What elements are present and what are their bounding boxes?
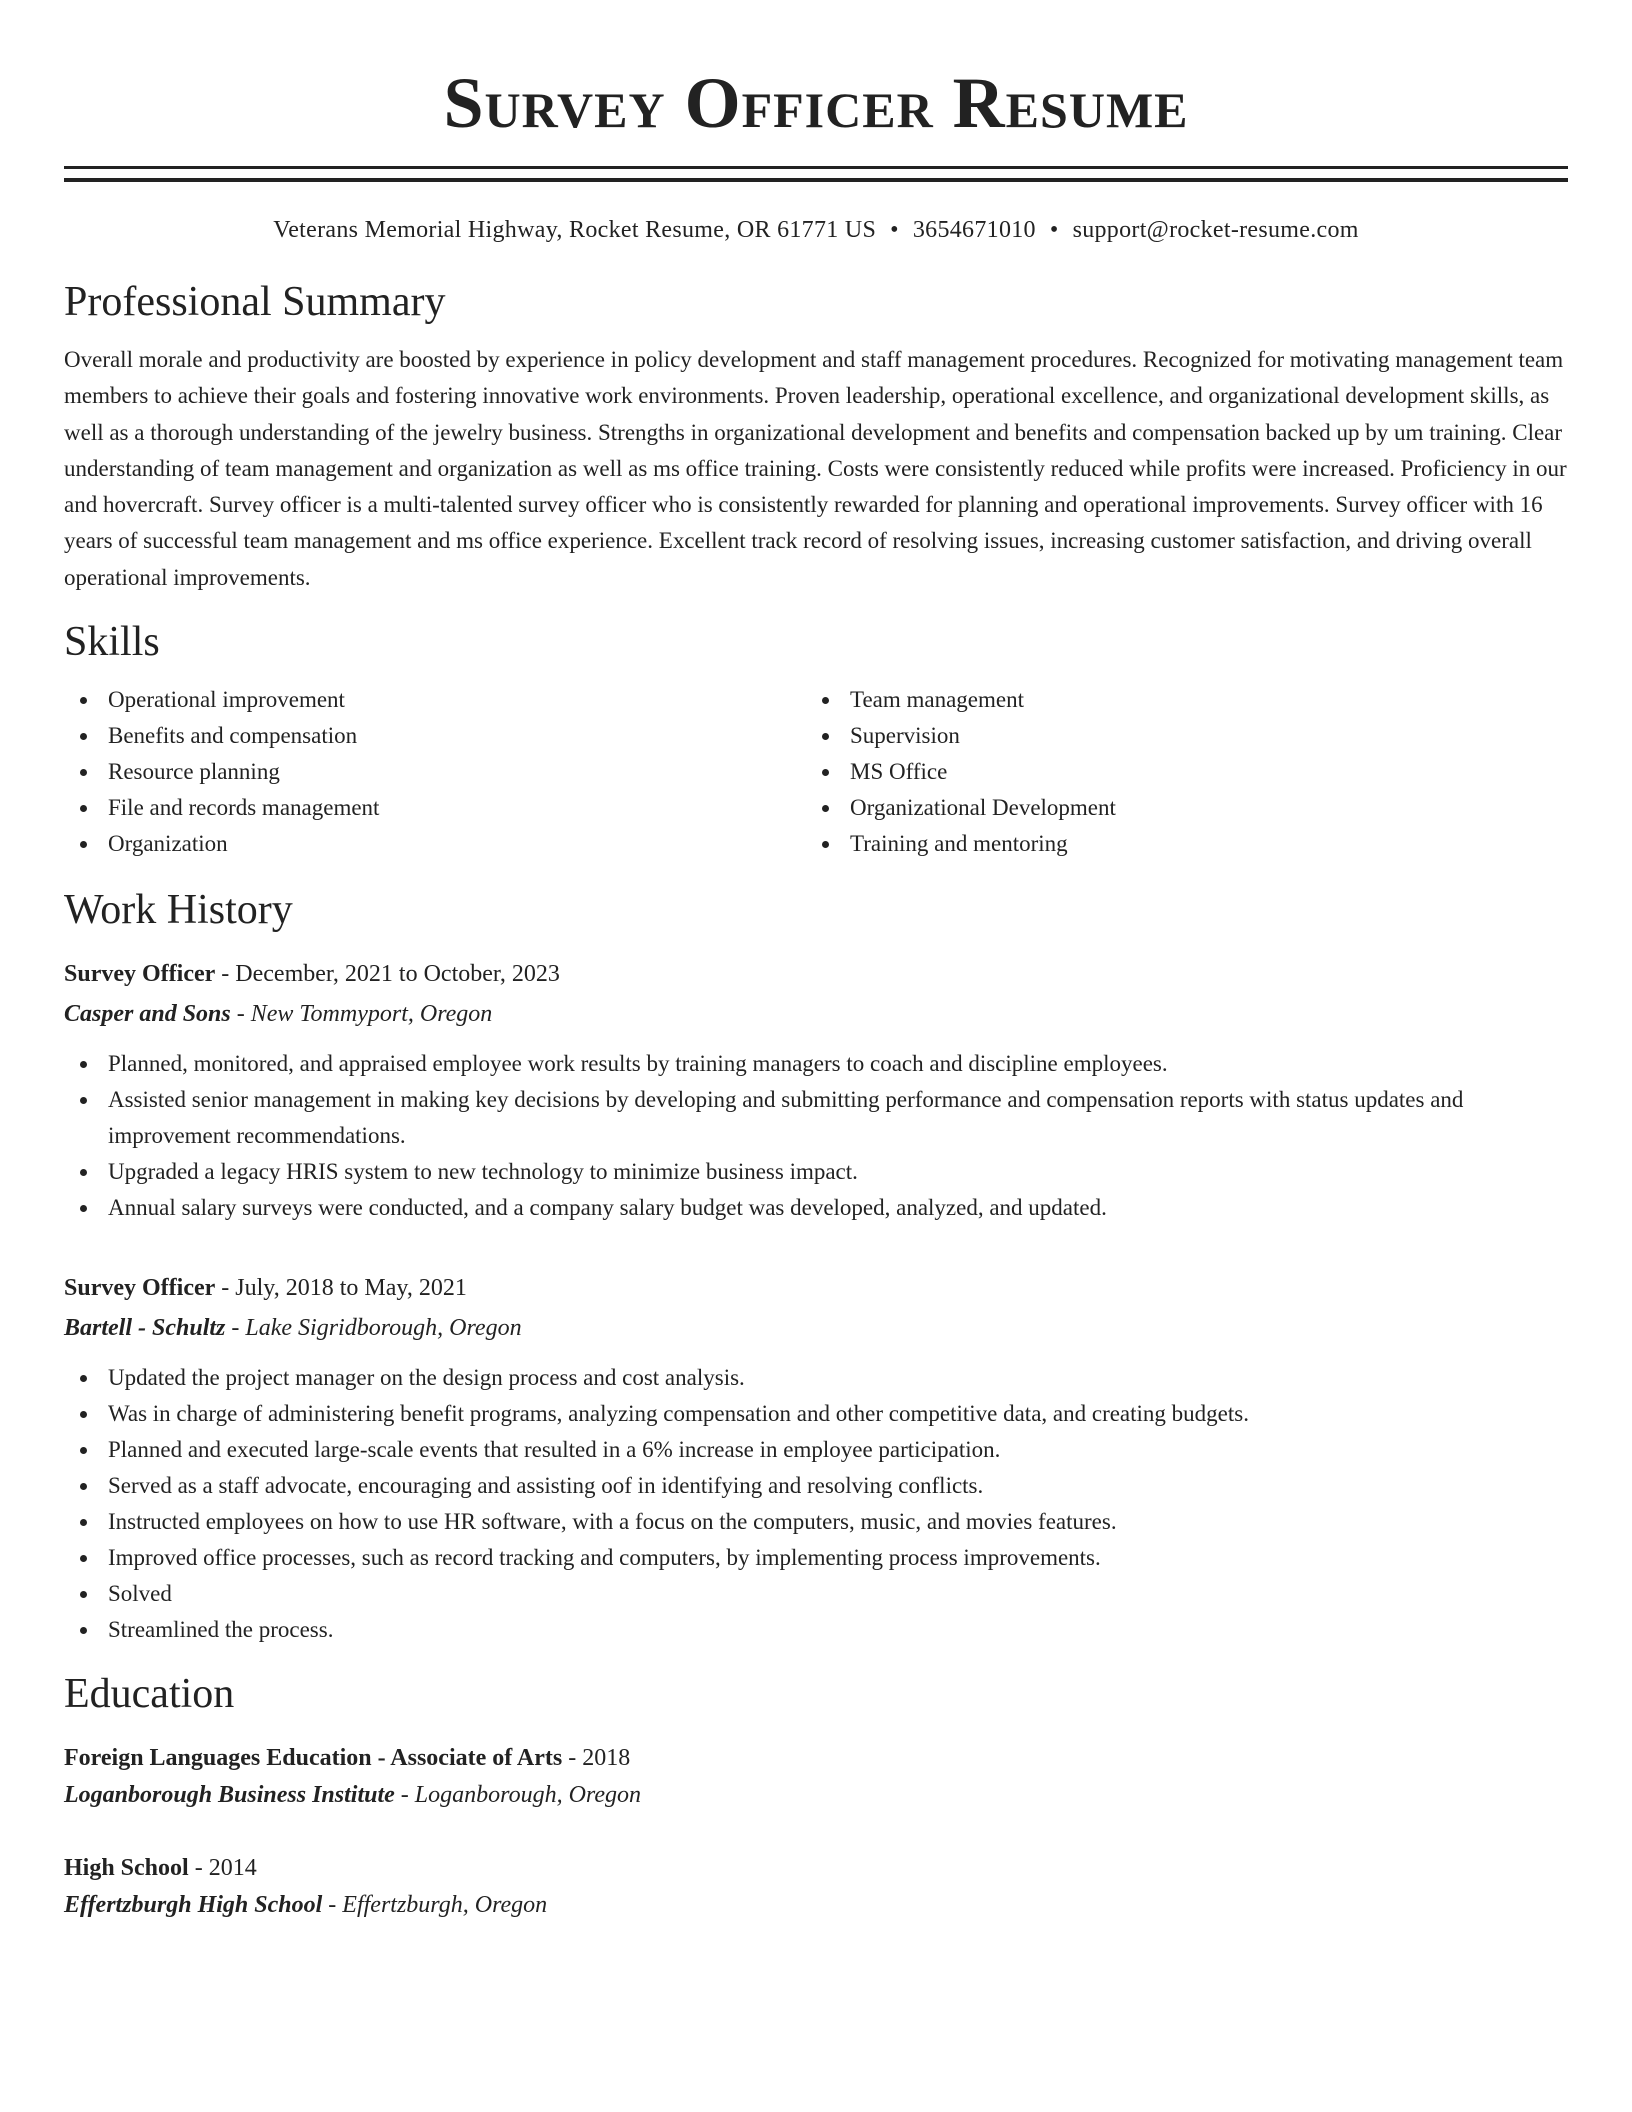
job-title: Survey Officer (64, 961, 216, 988)
job-bullet: Served as a staff advocate, encouraging and assisting oof in identifying and resolving conflicts. (64, 1468, 1568, 1504)
contact-separator: • (890, 217, 899, 243)
education-school-line: Effertzburgh High School - Effertzburgh, Oregon (64, 1892, 548, 1919)
skill-item: Training and mentoring (806, 826, 1548, 862)
skills-section (64, 616, 1568, 862)
contact-line (64, 214, 1568, 246)
work-history-heading: Work History (64, 887, 293, 934)
job-dates: July, 2018 to May, 2021 (235, 1275, 467, 1302)
education-school: Effertzburgh High School (64, 1892, 323, 1919)
job-bullet: Assisted senior management in making key decisions by developing and submitting performance and compensation reports with status updates and improvement recommendations. (64, 1082, 1568, 1154)
job-bullet: Annual salary surveys were conducted, and a company salary budget was developed, analyzed, and updated. (64, 1190, 1568, 1226)
education-year: 2014 (208, 1855, 257, 1882)
job-bullet: Streamlined the process. (64, 1612, 1568, 1648)
resume-title: Survey Officer Resume (443, 63, 1189, 143)
job-bullet: Upgraded a legacy HRIS system to new technology to minimize business impact. (64, 1154, 1568, 1190)
job-bullets (64, 1046, 1568, 1226)
skills-heading: Skills (64, 619, 160, 666)
job-bullet: Updated the project manager on the design process and cost analysis. (64, 1360, 1568, 1396)
education-entry (64, 1850, 1568, 1924)
job-entry (64, 1268, 1568, 1648)
education-year: 2018 (582, 1745, 631, 1772)
skills-columns (64, 682, 1568, 862)
skills-list-right (806, 682, 1548, 862)
skill-item: Benefits and compensation (64, 718, 806, 754)
job-bullet: Improved office processes, such as record tracking and computers, by implementing process improvements. (64, 1540, 1568, 1576)
job-company-line: Casper and Sons - New Tommyport, Oregon (64, 1001, 493, 1028)
job-location: Lake Sigridborough, Oregon (245, 1315, 522, 1342)
education-school: Loganborough Business Institute (64, 1782, 395, 1809)
job-bullet: Was in charge of administering benefit programs, analyzing compensation and other competitive data, and creating budgets. (64, 1396, 1568, 1432)
contact-email: support@rocket-resume.com (1072, 217, 1359, 243)
job-entry (64, 954, 1568, 1226)
title-divider (64, 166, 1568, 182)
skill-item: Supervision (806, 718, 1548, 754)
job-bullet: Solved (64, 1576, 1568, 1612)
resume-page (64, 0, 1568, 1924)
job-company-line: Bartell - Schultz - Lake Sigridborough, Oregon (64, 1315, 522, 1342)
contact-address: Veterans Memorial Highway, Rocket Resume, OR 61771 US (273, 217, 877, 243)
skill-item: MS Office (806, 754, 1548, 790)
job-company: Casper and Sons (64, 1001, 231, 1028)
education-degree-line: High School - 2014 (64, 1855, 257, 1882)
job-bullet: Instructed employees on how to use HR software, with a focus on the computers, music, and movies features. (64, 1504, 1568, 1540)
skill-item: Operational improvement (64, 682, 806, 718)
job-bullets (64, 1360, 1568, 1648)
education-location: Loganborough, Oregon (414, 1782, 642, 1809)
education-degree-line: Foreign Languages Education - Associate of Arts - 2018 (64, 1745, 631, 1772)
job-bullet: Planned and executed large-scale events that resulted in a 6% increase in employee participation. (64, 1432, 1568, 1468)
skill-item: Resource planning (64, 754, 806, 790)
education-entry (64, 1740, 1568, 1814)
contact-phone: 3654671010 (912, 217, 1036, 243)
job-bullet: Planned, monitored, and appraised employee work results by training managers to coach and discipline employees. (64, 1046, 1568, 1082)
job-title-line: Survey Officer - July, 2018 to May, 2021 (64, 1275, 467, 1302)
skill-item: Organizational Development (806, 790, 1548, 826)
skill-item: Organization (64, 826, 806, 862)
education-section (64, 1668, 1568, 1924)
contact-separator: • (1049, 217, 1059, 243)
job-dates: December, 2021 to October, 2023 (235, 961, 560, 988)
summary-heading: Professional Summary (64, 279, 446, 325)
education-location: Effertzburgh, Oregon (342, 1892, 548, 1919)
summary-section (64, 276, 1568, 596)
work-history-section (64, 884, 1568, 1648)
education-degree: Foreign Languages Education - Associate of Arts (64, 1745, 563, 1772)
education-heading: Education (64, 1671, 235, 1718)
job-company: Bartell - Schultz (64, 1315, 226, 1342)
education-degree: High School (64, 1855, 189, 1882)
job-title: Survey Officer (64, 1275, 216, 1302)
summary-text: Overall morale and productivity are boosted by experience in policy development and staff management procedures. Recognized for motivating management team members to achieve their goals and fostering innovative work environments. Proven leadership, operational excellence, and organizational development skills, as well as a thorough understanding of the jewelry business. Strengths in organizational development and benefits and compensation backed up by um training. Clear understanding of team management and organization as well as ms office training. Costs were consistently reduced while profits were increased. Proficiency in our and hovercraft. Survey officer is a multi-talented survey officer who is consistently rewarded for planning and operational improvements. Survey officer with 16 years of successful team management and ms office experience. Excellent track record of resolving issues, increasing customer satisfaction, and driving overall operational improvements. (64, 347, 1567, 590)
education-school-line: Loganborough Business Institute - Loganborough, Oregon (64, 1782, 642, 1809)
skill-item: Team management (806, 682, 1548, 718)
job-location: New Tommyport, Oregon (250, 1001, 493, 1028)
job-title-line: Survey Officer - December, 2021 to October, 2023 (64, 961, 560, 988)
skills-list-left (64, 682, 806, 862)
skill-item: File and records management (64, 790, 806, 826)
